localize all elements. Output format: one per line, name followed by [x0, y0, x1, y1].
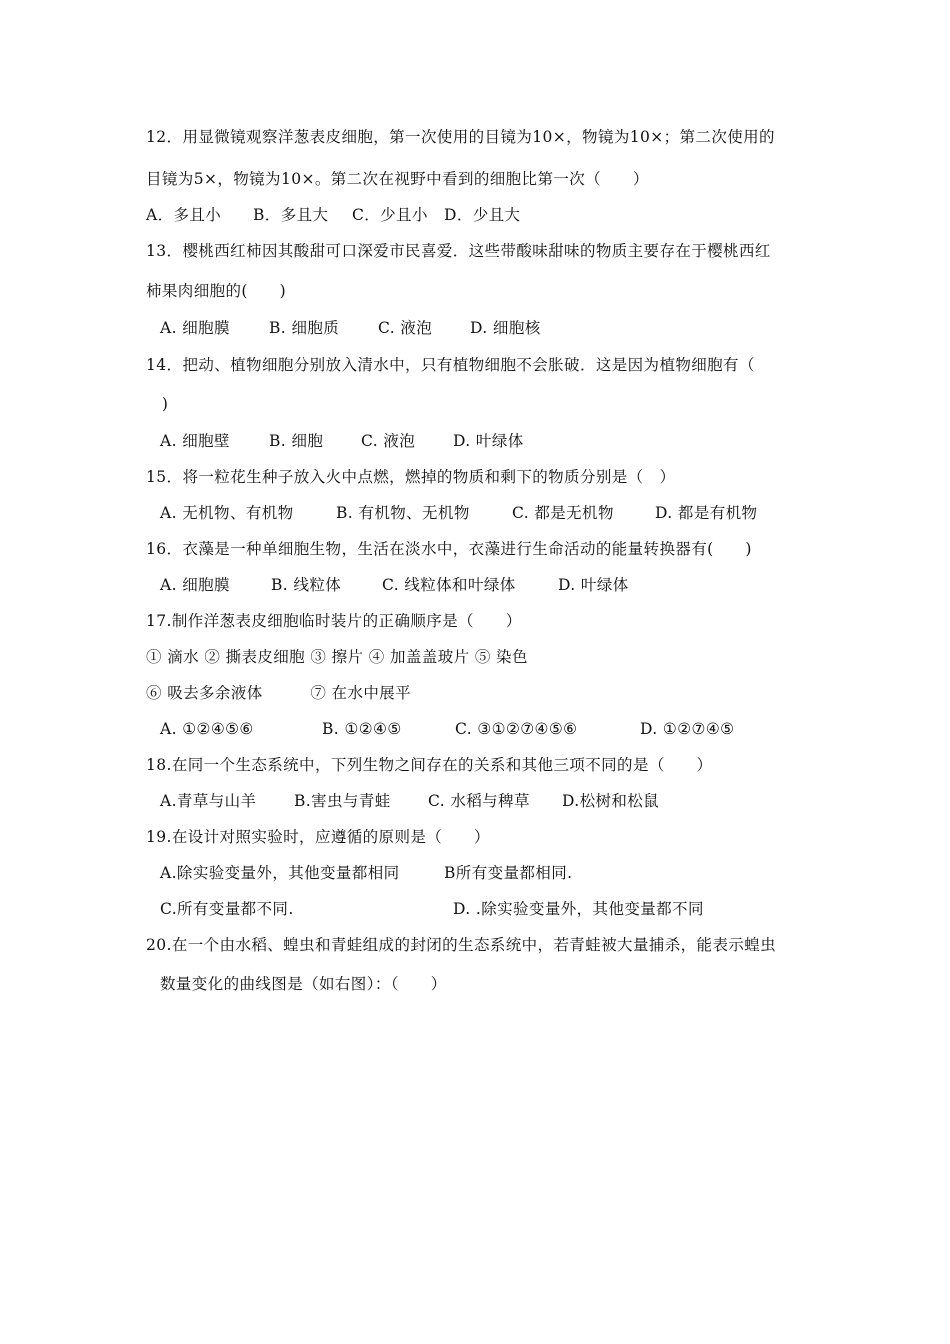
question-14-line-1 — [146, 355, 755, 375]
option-b: B. 细胞质 — [269, 319, 340, 337]
option-c: C. 液泡 — [361, 432, 416, 450]
option-a: A. 无机物、有机物 — [160, 504, 294, 522]
question-17-steps-line-1: ① 滴水 ② 撕表皮细胞 ③ 擦片 ④ 加盖盖玻片 ⑤ 染色 — [146, 648, 528, 666]
question-14-line-2: ) — [146, 395, 169, 413]
option-d: D．少且大 — [444, 206, 521, 224]
question-12-line-2: 目镜为5×，物镜为10×。第二次在视野中看到的细胞比第一次（ ） — [146, 170, 649, 188]
option-c: C. 线粒体和叶绿体 — [382, 576, 516, 594]
question-number: 13． — [146, 242, 183, 260]
question-17-steps-line-2: ⑥ 吸去多余液体 ⑦ 在水中展平 — [146, 684, 412, 702]
option-c: C. ③①②⑦④⑤⑥ — [455, 720, 578, 738]
question-stem: 衣藻是一种单细胞生物，生活在淡水中，衣藻进行生命活动的能量转换器有( ) — [182, 540, 752, 558]
question-number: 14． — [146, 356, 183, 374]
option-b: B.害虫与青蛙 — [294, 792, 391, 810]
question-stem: 在同一个生态系统中，下列生物之间存在的关系和其他三项不同的是（ ） — [171, 756, 713, 774]
question-13-line-2: 柿果肉细胞的( ) — [146, 282, 287, 300]
option-a: A. 细胞壁 — [160, 432, 230, 450]
question-20-line-1 — [146, 935, 776, 955]
question-number: 12． — [146, 128, 183, 146]
option-d: D. 细胞核 — [470, 319, 541, 337]
option-a: A．多且小 — [146, 206, 222, 224]
question-number: 19. — [146, 828, 172, 846]
question-number: 17. — [146, 612, 172, 630]
question-19-line-1 — [146, 827, 490, 847]
option-b: B. ①②④⑤ — [322, 720, 402, 738]
question-17-line-1 — [146, 611, 522, 631]
option-d: D. 都是有机物 — [655, 504, 758, 522]
option-d: D. 叶绿体 — [453, 432, 524, 450]
option-a: A. ①②④⑤⑥ — [160, 720, 254, 738]
question-number: 15． — [146, 468, 183, 486]
question-number: 16． — [146, 540, 183, 558]
option-c: C．少且小 — [352, 206, 428, 224]
question-stem: 在设计对照实验时，应遵循的原则是（ ） — [171, 828, 490, 846]
question-15-line-1 — [146, 467, 675, 487]
question-number: 18. — [146, 756, 172, 774]
option-d: D. ①②⑦④⑤ — [640, 720, 735, 738]
question-12-line-1 — [146, 127, 775, 147]
option-b: B. 细胞 — [269, 432, 324, 450]
option-c: C. 水稻与稗草 — [428, 792, 530, 810]
option-d: D.松树和松鼠 — [562, 792, 660, 810]
question-stem: 把动、植物细胞分别放入清水中，只有植物细胞不会胀破．这是因为植物细胞有（ — [182, 356, 755, 374]
question-stem: 用显微镜观察洋葱表皮细胞，第一次使用的目镜为10×，物镜为10×；第二次使用的 — [182, 128, 775, 146]
option-b: B. 线粒体 — [271, 576, 342, 594]
question-number: 20. — [146, 936, 172, 954]
question-stem: 樱桃西红柿因其酸甜可口深爱市民喜爱．这些带酸味甜味的物质主要存在于樱桃西红 — [182, 242, 771, 260]
question-20-line-2: 数量变化的曲线图是（如右图）：（ ） — [160, 975, 447, 993]
option-b: B所有变量都相同. — [444, 864, 573, 882]
question-stem: 将一粒花生种子放入火中点燃，燃掉的物质和剩下的物质分别是（ ） — [182, 468, 676, 486]
question-13-line-1 — [146, 241, 771, 261]
option-a: A. 细胞膜 — [160, 319, 230, 337]
question-stem: 制作洋葱表皮细胞临时装片的正确顺序是（ ） — [171, 612, 522, 630]
option-d: D. .除实验变量外，其他变量都不同 — [453, 900, 704, 918]
option-a: A. 细胞膜 — [160, 576, 230, 594]
question-16-line-1 — [146, 539, 752, 559]
question-18-line-1 — [146, 755, 712, 775]
option-b: B. 有机物、无机物 — [336, 504, 470, 522]
option-c: C. 液泡 — [378, 319, 433, 337]
option-b: B．多且大 — [253, 206, 329, 224]
option-a: A.除实验变量外，其他变量都相同 — [160, 864, 400, 882]
question-stem: 在一个由水稻、蝗虫和青蛙组成的封闭的生态系统中，若青蛙被大量捕杀，能表示蝗虫 — [171, 936, 777, 954]
option-c: C.所有变量都不同. — [160, 900, 294, 918]
option-d: D. 叶绿体 — [558, 576, 629, 594]
option-c: C. 都是无机物 — [512, 504, 614, 522]
option-a: A.青草与山羊 — [160, 792, 257, 810]
